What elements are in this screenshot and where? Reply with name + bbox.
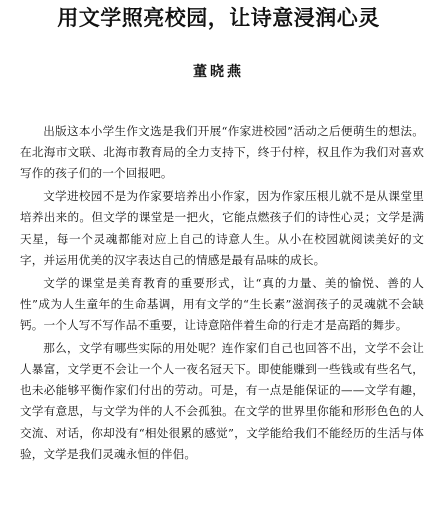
paragraph-3: 文学的课堂是美育教育的重要形式，让“真的力量、美的愉悦、善的人性”成为人生童年的生命基调，用有文学的“生长素”滋润孩子的灵魂就不会缺钙。一个人写不写作品不重要，让诗意陪伴着生命的行走才是高蹈的舞步。 xyxy=(20,275,424,333)
article-body xyxy=(20,121,424,467)
paragraph-2: 文学进校园不是为作家要培养出小作家，因为作家压根儿就不是从课堂里培养出来的。但文学的课堂是一把火，它能点燃孩子们的诗性心灵；文学是满天星，每一个灵魂都能对应上自己的诗意人生。从小在校园就阅读美好的文字，并运用优美的汉字表达自己的情感是最有品味的成长。 xyxy=(20,189,424,267)
paragraph-4: 那么，文学有哪些实际的用处呢？连作家们自己也回答不出，文学不会让人暴富，文学更不会让一个人一夜名冠天下。即使能赚到一些钱或有些名气，也未必能够平衡作家们付出的劳动。可是，有一点是能保证的——文学有趣，文学有意思，与文学为伴的人不会孤独。在文学的世界里你能和形形色色的人交流、对话，你却没有“相处很累的感觉”，文学能给我们不能经历的生活与体验，文学是我们灵魂永恒的伴侣。 xyxy=(20,340,424,461)
paragraph-1: 出版这本小学生作文选是我们开展“作家进校园”活动之后便萌生的想法。在北海市文联、北海市教育局的全力支持下，终于付梓，权且作为我们对喜欢写作的孩子们的一个回报吧。 xyxy=(20,124,424,181)
article-author: 董晓燕 xyxy=(193,64,244,80)
article-title: 用文学照亮校园，让诗意浸润心灵 xyxy=(57,6,380,30)
